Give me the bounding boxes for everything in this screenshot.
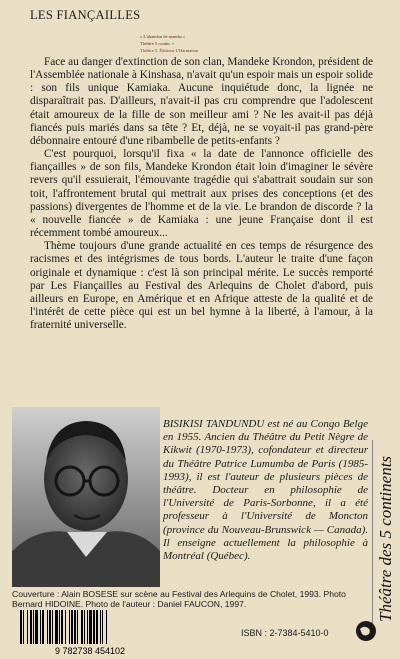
barcode-icon [10,608,170,656]
synopsis-paragraph-1: Face au danger d'extinction de son clan, Mandeke Krondon, président de l'Assemblée nationale à Kinshasa, n'avait qu'un espoir mais un espoir solide : son fils unique Kamiaka. Aucune inquiétude donc, la lignée ne disparaîtrait pas. D'ailleurs, n'avait-il pas cru comprendre que l'adolescent était amoureux de la fille de son meilleur ami ? Ne les avait-il pas déjà fiancés puis mariés dans sa tête ? Et, déjà, ne se voyait-il pas grand-père débonnaire entouré d'une ribambelle de petits-enfants ? [30,56,373,147]
synopsis-paragraph-3: Thème toujours d'une grande actualité en ces temps de résurgence des racismes et des intégrismes de tous bords. L'auteur le traite d'une façon originale et dynamique : c'est là son principal mérite. Le succès remporté par Les Fiançailles au Festival des Arlequins de Cholet d'abord, puis ailleurs en Europe, en Amérique et en Afrique atteste de la qualité et de l'intérêt de cette pièce qui est un bel hymne à la liberté, à l'amour, à la fraternité universelle. [30,240,373,332]
author-portrait-icon [12,407,160,587]
barcode-number: 9 782738 454102 [54,646,126,656]
book-title: LES FIANÇAILLES [30,8,141,22]
isbn: ISBN : 2-7384-5410-0 [241,628,329,638]
author-bio-text: est né au Congo Belge en 1955. Ancien du Théâtre du Petit Nègre de Kikwit (1970-1973), cofondateur et directeur du Théâtre Patrice Lumumba de Paris (1985-1993), il est l'auteur de plusieurs pièces de théâtre. Docteur en philosophie de l'Université de Paris-Sorbonne, il a été professeur à l'Université de Moncton (province du Nouveau-Brunswick — Canada). Il enseigne actuellement la philosophie à Montréal (Québec). [163,418,368,563]
author-bio [163,418,368,563]
globe-logo-icon [355,620,377,642]
synopsis [30,56,373,332]
author-name: BISIKISI TANDUNDU [163,418,265,430]
author-photo [12,407,160,587]
synopsis-paragraph-2: C'est pourquoi, lorsqu'il fixa « la date de l'annonce officielle des fiançailles » de son fils, Mandeke Krondon était loin d'imaginer le sévère revers qu'il essuierait, l'émouvante tragédie qui s'abattrait soudain sur son toit, l'affrontement brutal qui mettrait aux prises des conceptions (et des passions) divergentes de l'homme et de la vie. Le brandon de discorde ? la « nouvelle fiancée » de Kamiaka : une jeune Française dont il est récemment tombé amoureux... [30,148,373,240]
collection-name: Théâtre des 5 continents [376,455,395,622]
series-line-3: Théâtre 5. Éditions L'Harmattan [140,48,199,53]
series-line-2: Théâtre 5 contin. + [140,41,175,46]
spine-divider [372,440,373,630]
photo-credits: Couverture : Alain BOSESE sur scène au Festival des Arlequins de Cholet, 1993. Photo Bernard HIDOINE. Photo de l'auteur : Daniel FAUCON, 1997. [12,589,346,609]
series-line-1: « L'abandon de mandat » [140,34,186,39]
